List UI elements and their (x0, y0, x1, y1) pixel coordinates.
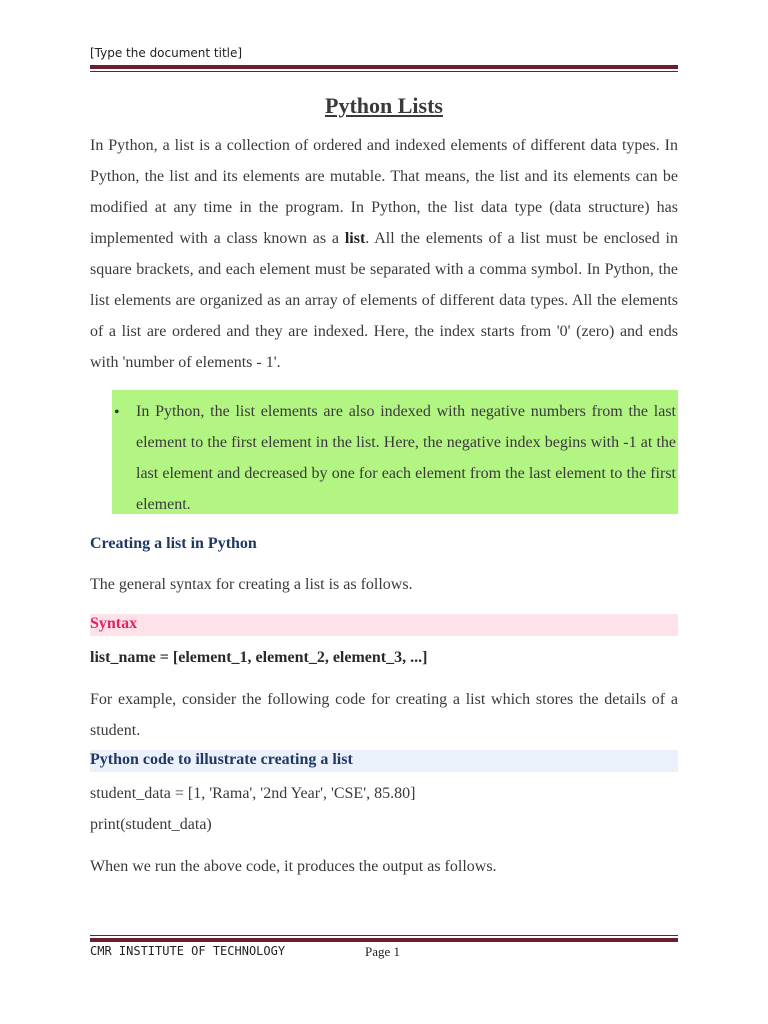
intro-text-part1: In Python, a list is a collection of ordered and indexed elements of different data types. In Python, the list and its elements are mutable. That means, the list and its elements can be modified at any time in the program. In Python, the list data type (data structure) has implemented with a class known as a (90, 137, 678, 247)
bullet-marker: • (114, 404, 120, 421)
header-rule-thin (90, 71, 678, 72)
section-heading: Creating a list in Python (90, 535, 257, 552)
intro-bold-keyword: list (344, 230, 366, 247)
document-header-title: [Type the document title] (90, 46, 243, 60)
footer-page-number: Page 1 (365, 944, 401, 959)
syntax-code: list_name = [element_1, element_2, element_3, ...] (90, 649, 428, 666)
syntax-intro: The general syntax for creating a list is as follows. (90, 576, 413, 593)
footer-rule-thin (90, 935, 678, 936)
syntax-band (90, 614, 678, 636)
code-line-1: student_data = [1, 'Rama', '2nd Year', 'CSE', 85.80] (90, 785, 416, 802)
output-intro: When we run the above code, it produces the output as follows. (90, 858, 497, 875)
bullet-text: In Python, the list elements are also indexed with negative numbers from the last element to the first element in the list. Here, the negative index begins with -1 at the last element and decreased by one for each element from the last element to the first element. (136, 403, 676, 513)
code-heading: Python code to illustrate creating a list (90, 751, 353, 768)
example-intro: For example, consider the following code for creating a list which stores the details of a student. (90, 691, 678, 739)
syntax-label: Syntax (90, 615, 138, 632)
intro-text-part2: . All the elements of a list must be enclosed in square brackets, and each element must be separated with a comma symbol. In Python, the list elements are organized as an array of elements of different data types. All the elements of a list are ordered and they are indexed. Here, the index starts from '0' (zero) and ends with 'number of elements - 1'. (90, 230, 679, 371)
page-title: Python Lists (325, 93, 443, 118)
code-line-2: print(student_data) (90, 816, 212, 833)
footer-rule-thick (90, 938, 678, 942)
footer-institution: CMR INSTITUTE OF TECHNOLOGY (90, 944, 286, 958)
header-rule-thick (90, 65, 678, 69)
intro-paragraph (90, 130, 678, 378)
